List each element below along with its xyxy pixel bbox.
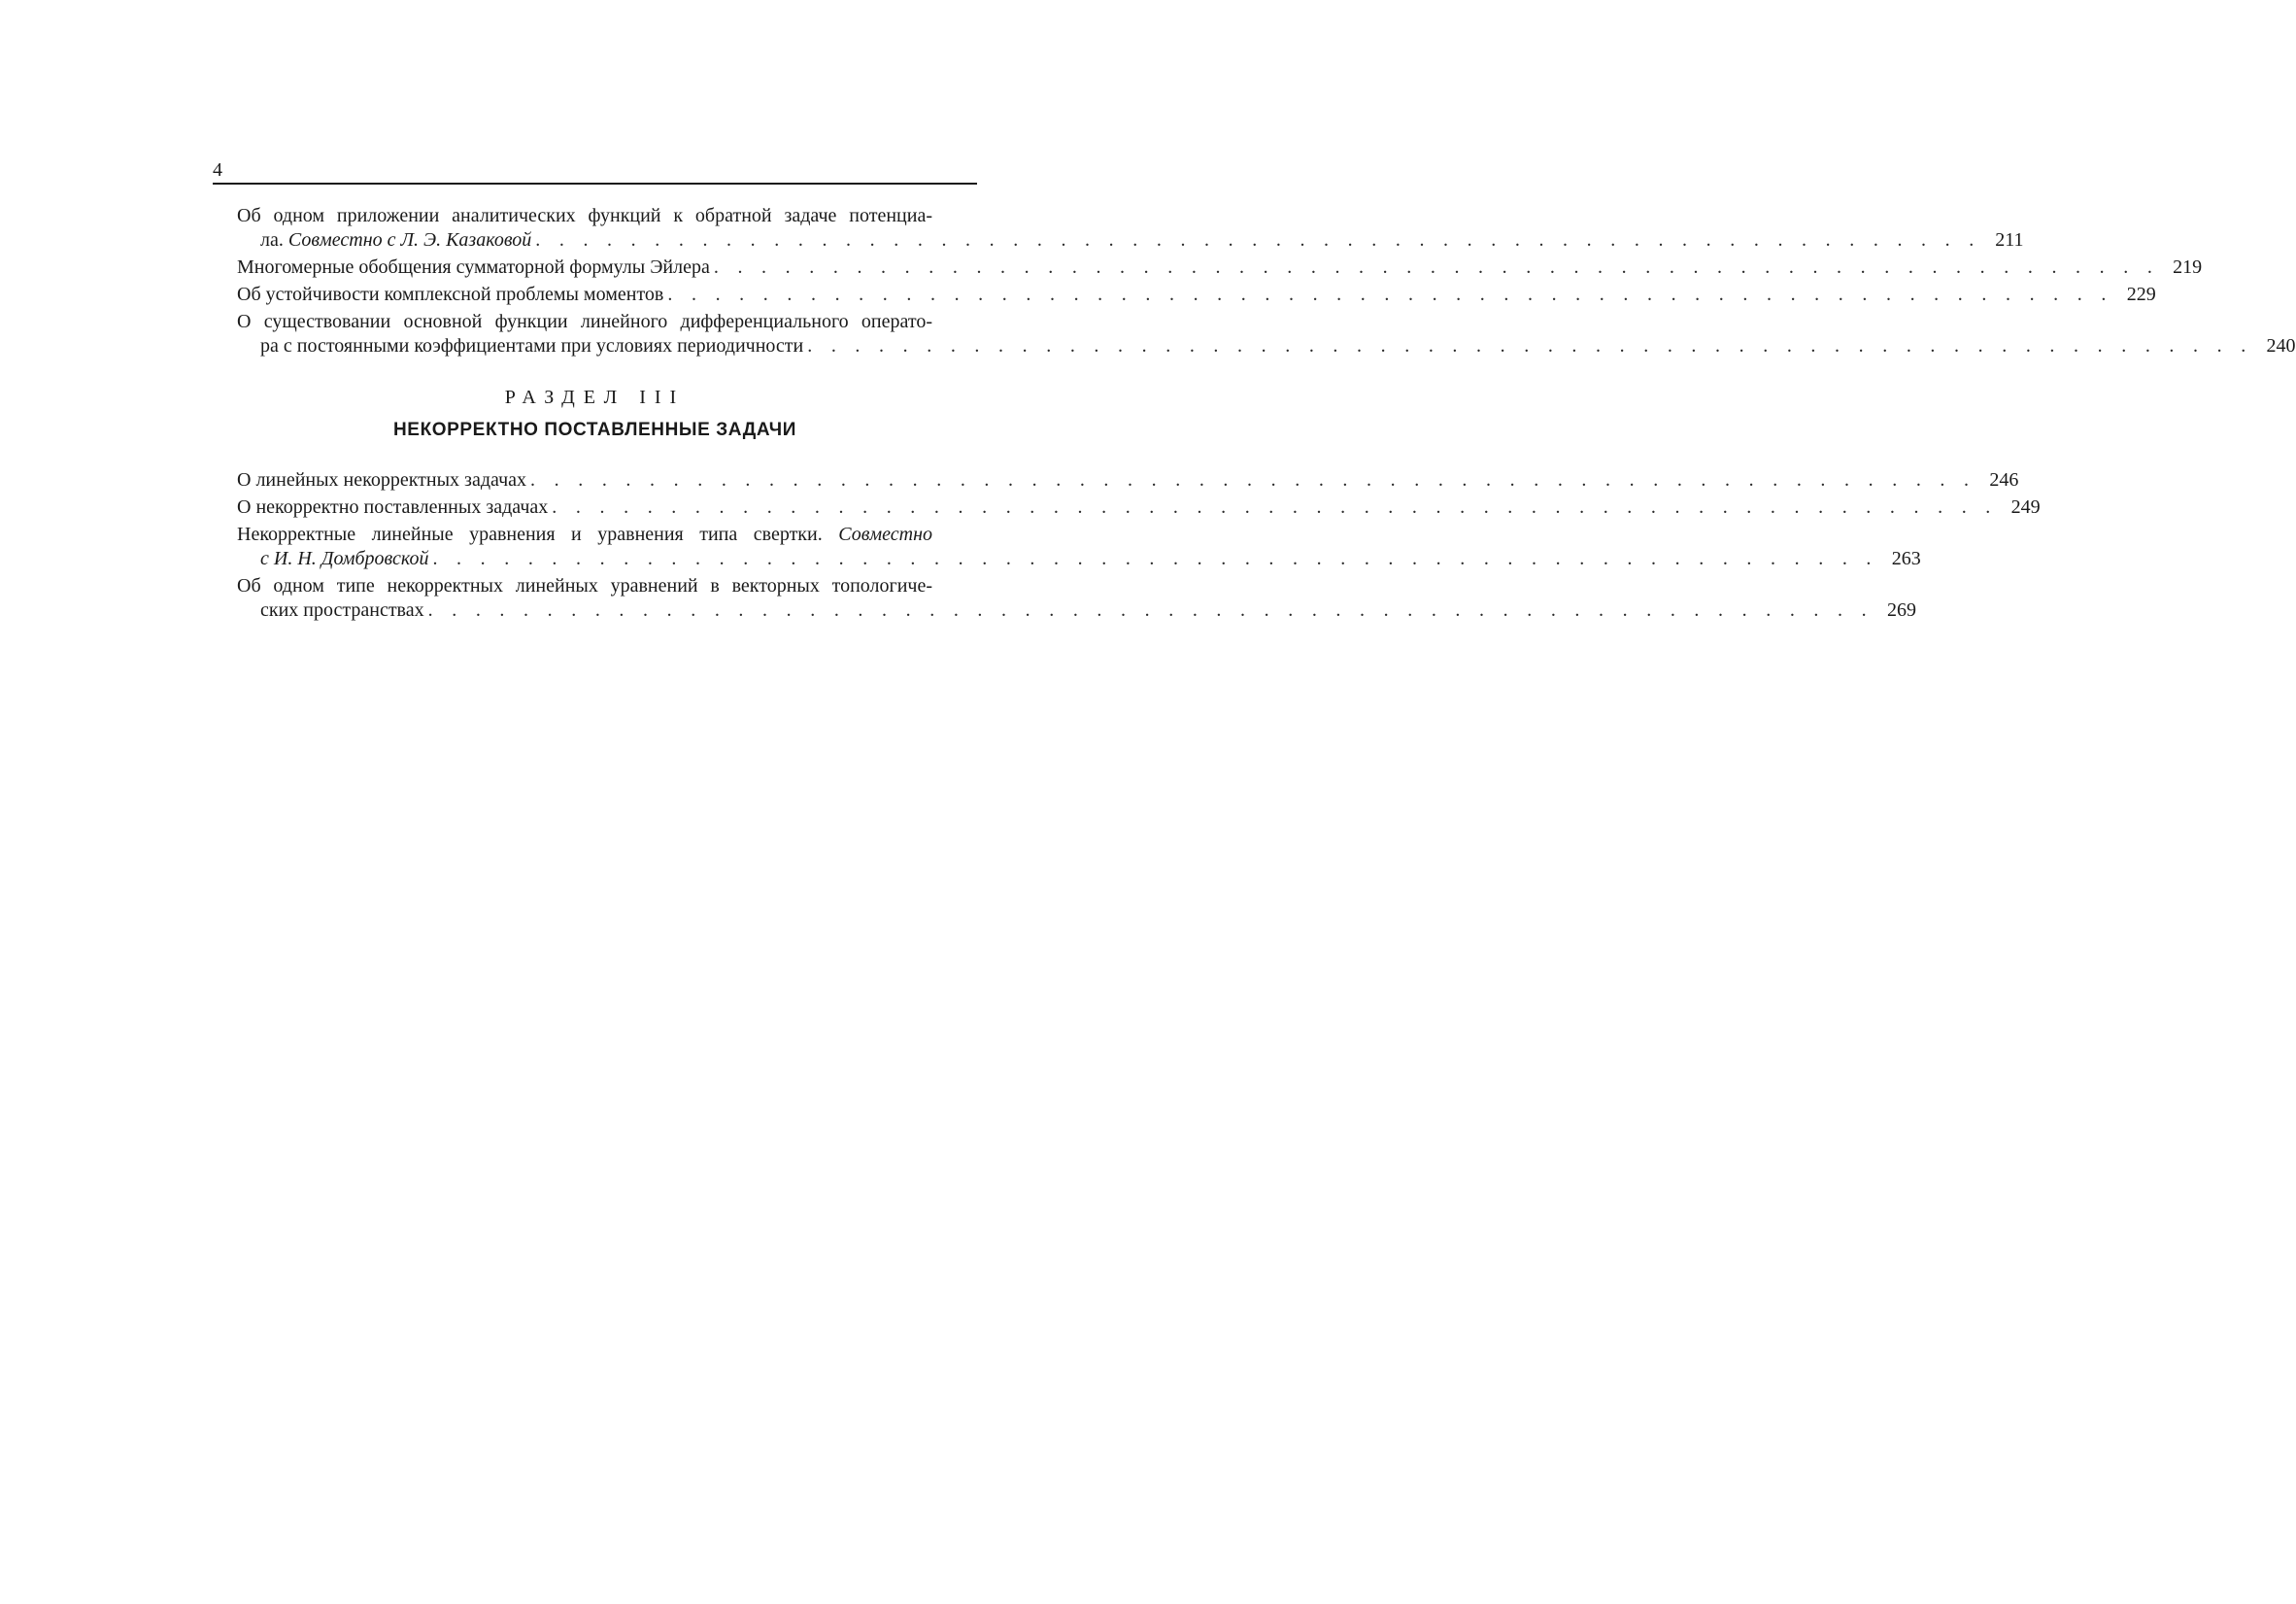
toc-entry-text: Об устойчивости комплексной проблемы моментов [237,284,664,305]
toc-entry[interactable] [237,204,2024,253]
toc-entry-text: ра с постоянными коэффициентами при условиях периодичности [260,335,804,357]
dot-leader: . . . . . . . . . . . . . . . . . . . . . . . . . . . . . . . . . . . . . . . . . . . . . . . . . . . . . . . . . . . . . [667,284,2113,305]
section-title: НЕКОРРЕКТНО ПОСТАВЛЕННЫЕ ЗАДАЧИ [392,420,797,440]
toc-entry-coauthor: Совместно с Л. Э. Казаковой [287,229,532,251]
toc-entry-page: 263 [1891,548,1921,569]
toc-entry[interactable] [237,523,1921,571]
toc-entry-coauthor: с И. Н. Домбровской [260,548,429,569]
page-number: 4 [213,159,222,181]
toc-entry-text: О некорректно поставленных задачах [237,496,549,518]
dot-leader: . . . . . . . . . . . . . . . . . . . . . . . . . . . . . . . . . . . . . . . . . . . . . . . . . . . . . . . . . . . . . [432,548,1878,569]
header-rule [213,183,977,185]
toc-entry-first-line: О существовании основной функции линейного дифференциального операто- [237,311,932,332]
toc-entry[interactable] [237,574,1916,623]
dot-leader: . . . . . . . . . . . . . . . . . . . . . . . . . . . . . . . . . . . . . . . . . . . . . . . . . . . . . . . . . . . . . [552,496,1998,518]
toc-entry-text: ла. [260,229,288,251]
toc-entry-coauthor-label: Совместно [838,524,933,545]
toc-entry[interactable] [237,310,2296,358]
toc-entry-page: 229 [2126,284,2156,305]
dot-leader: . . . . . . . . . . . . . . . . . . . . . . . . . . . . . . . . . . . . . . . . . . . . . . . . . . . . . . . . . . . . . [530,469,1976,491]
toc-entry-page: 219 [2173,256,2203,278]
toc-entry-first-line: Некорректные линейные уравнения и уравнения типа свертки. [237,524,823,545]
toc-entry[interactable] [237,256,2203,280]
toc-bottom [237,468,2041,626]
dot-leader: . . . . . . . . . . . . . . . . . . . . . . . . . . . . . . . . . . . . . . . . . . . . . . . . . . . . . . . . . . . . . [427,599,1874,621]
dot-leader: . . . . . . . . . . . . . . . . . . . . . . . . . . . . . . . . . . . . . . . . . . . . . . . . . . . . . . . . . . . . . [535,229,1981,251]
toc-entry-text: Многомерные обобщения сумматорной формулы Эйлера [237,256,710,278]
toc-entry-first-line: Об одном приложении аналитических функций к обратной задаче потенциа- [237,205,932,226]
dot-leader: . . . . . . . . . . . . . . . . . . . . . . . . . . . . . . . . . . . . . . . . . . . . . . . . . . . . . . . . . . . . . [713,256,2160,278]
section-label: РАЗДЕЛ III [504,387,686,408]
dot-leader: . . . . . . . . . . . . . . . . . . . . . . . . . . . . . . . . . . . . . . . . . . . . . . . . . . . . . . . . . . . . . [807,335,2253,357]
toc-top [237,204,2296,361]
toc-entry-page: 249 [2010,496,2041,518]
toc-entry-page: 246 [1989,469,2019,491]
toc-entry-page: 211 [1995,229,2024,251]
toc-entry-first-line: Об одном типе некорректных линейных уравнений в векторных топологиче- [237,575,932,597]
toc-entry[interactable] [237,495,2041,520]
toc-entry-page: 269 [1886,599,1916,621]
toc-entry[interactable] [237,283,2156,307]
toc-entry-text: ских пространствах [260,599,424,621]
toc-entry[interactable] [237,468,2019,493]
toc-entry-text: О линейных некорректных задачах [237,469,527,491]
toc-entry-page: 240 [2266,335,2296,357]
